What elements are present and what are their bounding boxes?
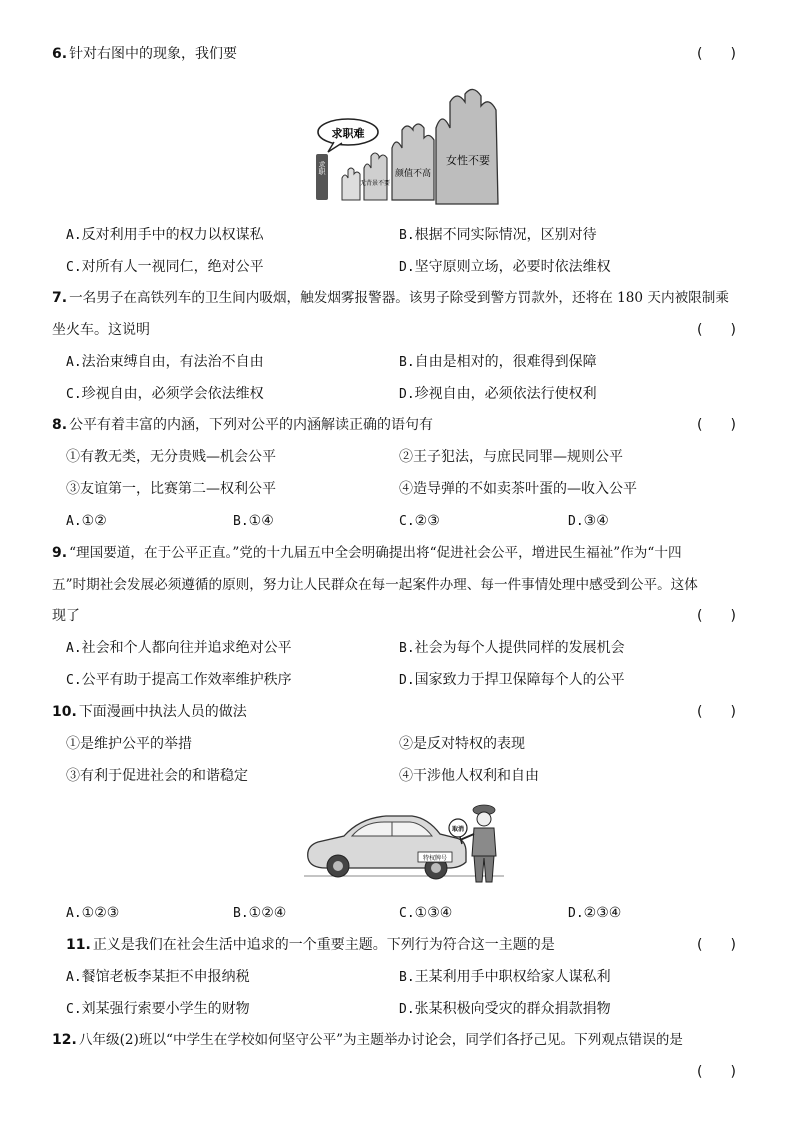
option-d[interactable]: D.张某积极向受灾的群众捐款捐物 <box>399 1001 611 1017</box>
option-a[interactable]: A.餐馆老板李某拒不申报纳税 <box>66 969 250 985</box>
option-a[interactable]: A.法治束缚自由，有法治不自由 <box>66 354 264 370</box>
question-number: 11. <box>66 937 91 953</box>
stem-text: 公平有着丰富的内涵，下列对公平的内涵解读正确的语句有 <box>69 417 434 433</box>
option-c[interactable]: C.②③ <box>399 513 440 529</box>
option-d[interactable]: D.珍视自由，必须依法行使权利 <box>399 386 597 402</box>
job-discrimination-cartoon <box>312 88 508 210</box>
option-a[interactable]: A.①②③ <box>66 905 120 921</box>
option-b[interactable]: B.自由是相对的，很难得到保障 <box>399 354 597 370</box>
stem-text: 现了 <box>52 608 80 624</box>
answer-bracket[interactable]: ( ) <box>697 608 736 624</box>
option-c[interactable]: C.对所有人一视同仁，绝对公平 <box>66 259 264 275</box>
cartoon-drawing <box>312 88 508 210</box>
privilege-plate-cartoon <box>300 792 510 892</box>
question-number: 9. <box>52 545 68 561</box>
statement-4: ④干涉他人权利和自由 <box>399 768 539 784</box>
option-d[interactable]: D.③④ <box>568 513 609 529</box>
stem-text: 坐火车。这说明 <box>52 322 150 338</box>
question-7-stem <box>52 288 742 308</box>
answer-bracket[interactable]: ( ) <box>697 937 736 953</box>
option-b[interactable]: B.社会为每个人提供同样的发展机会 <box>399 640 625 656</box>
statement-3: ③友谊第一，比赛第二—权利公平 <box>66 481 276 497</box>
question-number: 10. <box>52 704 77 720</box>
option-a[interactable]: A.社会和个人都向往并追求绝对公平 <box>66 640 292 656</box>
hand-big-text: 女性不要 <box>446 154 490 167</box>
option-c[interactable]: C.珍视自由，必须学会依法维权 <box>66 386 264 402</box>
question-number: 7. <box>52 290 68 306</box>
answer-bracket[interactable]: ( ) <box>697 46 736 62</box>
hand-small-text: 无背景不要 <box>359 180 391 187</box>
option-a[interactable]: A.反对利用手中的权力以权谋私 <box>66 227 264 243</box>
option-c[interactable]: C.①③④ <box>399 905 453 921</box>
question-6-stem <box>52 44 742 64</box>
bubble-text: 求职难 <box>331 127 365 140</box>
option-c[interactable]: C.公平有助于提高工作效率维护秩序 <box>66 672 292 688</box>
stem-text: 五”时期社会发展必须遵循的原则，努力让人民群众在每一起案件办理、每一件事情处理中感受到公平。这体 <box>52 577 698 593</box>
stem-text: 一名男子在高铁列车的卫生间内吸烟，触发烟雾报警器。该男子除受到警方罚款外，还将在 180 天内被限制乘 <box>69 290 729 306</box>
statement-1: ①是维护公平的举措 <box>66 736 192 752</box>
answer-bracket[interactable]: ( ) <box>697 322 736 338</box>
option-b[interactable]: B.王某利用手中职权给家人谋私利 <box>399 969 611 985</box>
stem-text: 八年级(2)班以“中学生在学校如何坚守公平”为主题举办讨论会，同学们各抒己见。下列观点错误的是 <box>78 1032 683 1048</box>
hand-mid-text: 颜值不高 <box>394 169 432 179</box>
side-text: 求职 <box>318 161 326 175</box>
option-b[interactable]: B.①②④ <box>233 905 287 921</box>
statement-2: ②是反对特权的表现 <box>399 736 525 752</box>
stem-text: 正义是我们在社会生活中追求的一个重要主题。下列行为符合这一主题的是 <box>92 937 555 953</box>
option-d[interactable]: D.国家致力于捍卫保障每个人的公平 <box>399 672 625 688</box>
stem-text: 下面漫画中执法人员的做法 <box>78 704 247 720</box>
answer-bracket[interactable]: ( ) <box>697 1064 736 1080</box>
question-9-stem-cont <box>52 575 742 595</box>
question-8-stem <box>52 415 742 435</box>
option-b[interactable]: B.①④ <box>233 513 274 529</box>
option-d[interactable]: D.坚守原则立场，必要时依法维权 <box>399 259 611 275</box>
stem-text: “理国要道，在于公平正直。”党的十九届五中全会明确提出将“促进社会公平，增进民生福祉”作为“十四 <box>69 545 682 561</box>
cartoon-drawing <box>300 792 510 892</box>
question-7-stem-cont <box>52 320 742 340</box>
question-9-stem-cont2 <box>52 606 742 626</box>
option-a[interactable]: A.①② <box>66 513 107 529</box>
question-number: 12. <box>52 1032 77 1048</box>
answer-bracket[interactable]: ( ) <box>697 417 736 433</box>
statement-4: ④造导弹的不如卖茶叶蛋的—收入公平 <box>399 481 637 497</box>
stem-text: 针对右图中的现象，我们要 <box>69 46 238 62</box>
question-number: 6. <box>52 46 68 62</box>
option-c[interactable]: C.刘某强行索要小学生的财物 <box>66 1001 250 1017</box>
statement-1: ①有教无类，无分贵贱—机会公平 <box>66 449 276 465</box>
question-10-stem <box>52 702 742 722</box>
option-b[interactable]: B.根据不同实际情况，区别对待 <box>399 227 597 243</box>
option-d[interactable]: D.②③④ <box>568 905 622 921</box>
question-9-stem <box>52 543 742 563</box>
answer-bracket[interactable]: ( ) <box>697 704 736 720</box>
question-12-stem <box>52 1030 742 1050</box>
question-number: 8. <box>52 417 68 433</box>
sign-text: 取消 <box>451 826 465 833</box>
plate-text: 特权牌号 <box>422 855 448 862</box>
question-11-stem <box>66 935 742 955</box>
statement-2: ②王子犯法，与庶民同罪—规则公平 <box>399 449 623 465</box>
statement-3: ③有利于促进社会的和谐稳定 <box>66 768 248 784</box>
